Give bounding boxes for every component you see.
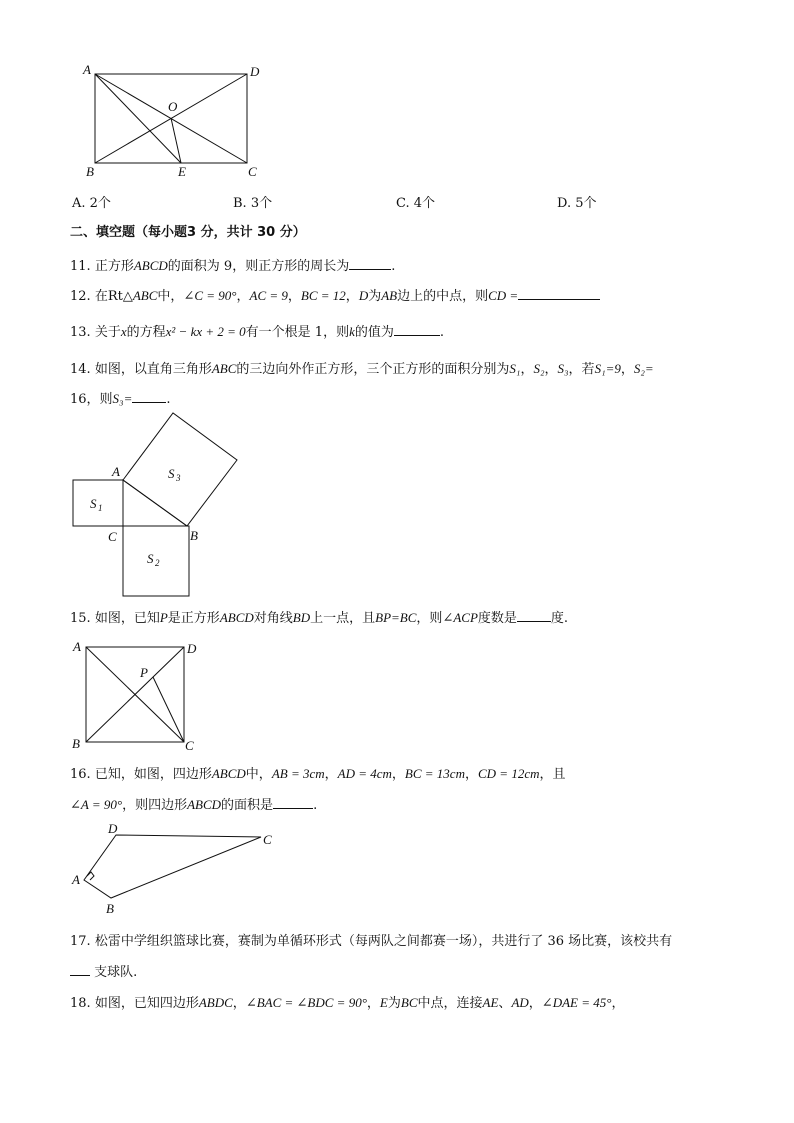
q16-angle: ∠A = 90° xyxy=(70,797,123,812)
question-12 xyxy=(70,287,600,306)
q12-abc: ABC xyxy=(132,288,158,303)
q13-post: 有一个根是 1，则 xyxy=(245,325,350,340)
q16-ab: AB = 3cm xyxy=(271,766,325,781)
q16-tail: ，且 xyxy=(539,767,566,782)
label-b: B xyxy=(86,164,94,179)
q11-abcd: ABCD xyxy=(133,258,168,273)
q18-abdc: ABDC xyxy=(198,995,233,1010)
question-17-line-1 xyxy=(70,933,672,951)
label-s1: S xyxy=(90,496,97,511)
q17-answer-blank[interactable] xyxy=(70,963,90,976)
q16-abcd2: ABCD xyxy=(187,797,222,812)
label-a: A xyxy=(112,464,120,479)
figure-quadrilateral-abcd xyxy=(66,820,286,920)
q15-mid2: 对角线 xyxy=(253,611,293,626)
q14-number: 14. xyxy=(70,362,91,377)
q12-cd: CD = xyxy=(488,288,519,303)
q13-equation: x² − kx + 2 = 0 xyxy=(165,324,246,339)
question-18: 18. 如图，已知四边形ABDC，∠BAC = ∠BDC = 90°，E为BC中点，连接AE、AD，∠DAE = 45°， xyxy=(70,995,625,1011)
figure-rectangle-abcd xyxy=(80,62,280,182)
q14-line1c: ，若 xyxy=(568,362,595,377)
q15-bd: BD xyxy=(292,610,311,625)
q18-bc: BC xyxy=(400,995,418,1010)
q14-line1b: 的三边向外作正方形，三个正方形的面积分别为 xyxy=(236,362,510,377)
label-s1-sub: 1 xyxy=(98,503,103,513)
q15-number: 15. xyxy=(70,611,91,626)
q13-answer-blank[interactable] xyxy=(394,323,440,336)
q18-number: 18. xyxy=(70,996,91,1011)
square-s3 xyxy=(123,413,237,526)
q15-mid3: 上一点，且 xyxy=(310,611,376,626)
label-p: P xyxy=(140,665,148,680)
q15-bpbc: BP=BC xyxy=(375,610,417,625)
q12-ab: AB xyxy=(381,288,398,303)
q18-mid2: 中点，连接 xyxy=(417,996,483,1011)
q18-angle: ∠DAE = 45° xyxy=(541,995,612,1010)
question-15 xyxy=(70,609,568,628)
label-s3-sub: 3 xyxy=(176,473,181,483)
question-14-line-2 xyxy=(70,390,170,409)
q11-post: 的面积为 9，则正方形的周长为 xyxy=(167,259,350,274)
q14-abc: ABC xyxy=(211,361,237,376)
q14-s1: S₁ xyxy=(509,361,521,376)
q14-end: . xyxy=(166,392,171,407)
segment-oe xyxy=(171,118,181,163)
q12-text-c: 为 xyxy=(368,289,382,304)
section-title: 二、填空题（每小题3 分，共计 30 分） xyxy=(70,225,306,240)
q16-pre: 已知，如图，四边形 xyxy=(94,767,212,782)
option-a: A. 2个 xyxy=(72,196,111,211)
q13-number: 13. xyxy=(70,325,91,340)
segment-pc xyxy=(153,677,184,742)
q14-answer-blank[interactable] xyxy=(132,390,166,403)
q15-abcd: ABCD xyxy=(219,610,254,625)
q12-angle-c: ∠C = 90° xyxy=(183,288,237,303)
q18-sep: 、 xyxy=(498,996,512,1011)
right-angle-mark xyxy=(87,872,94,880)
option-d: D. 5个 xyxy=(557,196,597,211)
q18-angles: ∠BAC = ∠BDC = 90° xyxy=(245,995,367,1010)
label-e: E xyxy=(178,164,186,179)
q11-answer-blank[interactable] xyxy=(349,257,391,270)
q15-acp: ∠ACP xyxy=(442,610,478,625)
q12-bc: BC = 12 xyxy=(300,288,346,303)
q12-text-b: 中， xyxy=(157,289,184,304)
q12-text-a: 在 xyxy=(94,289,108,304)
q11-end: . xyxy=(391,259,396,274)
quadrilateral-shape xyxy=(84,835,261,898)
label-d: D xyxy=(108,821,118,836)
q16-ad: AD = 4cm xyxy=(337,766,392,781)
q12-text-d: 边上的中点，则 xyxy=(397,289,489,304)
q12-comma2: ， xyxy=(287,289,301,304)
q16-end: . xyxy=(313,798,318,813)
q13-pre: 关于 xyxy=(94,325,121,340)
q16-line2b: 的面积是 xyxy=(221,798,274,813)
label-b: B xyxy=(106,901,114,916)
q12-number: 12. xyxy=(70,289,91,304)
q12-rt: Rt△ xyxy=(107,289,133,304)
q13-k: k xyxy=(349,324,355,339)
label-a: A xyxy=(72,872,80,887)
label-d: D xyxy=(250,64,260,79)
label-c: C xyxy=(185,738,194,753)
q18-e: E xyxy=(379,995,388,1010)
q14-s3eq: S₃= xyxy=(112,391,133,406)
label-s2: S xyxy=(147,551,154,566)
q17-line2: 支球队. xyxy=(94,965,138,980)
option-c: C. 4个 xyxy=(396,196,436,211)
q13-x: x xyxy=(120,324,127,339)
q14-line2a: 16，则 xyxy=(70,392,113,407)
question-11 xyxy=(70,257,395,276)
label-b: B xyxy=(190,528,198,543)
question-14-line-1: 14. 如图，以直角三角形ABC的三边向外作正方形，三个正方形的面积分别为S₁，S₂，S₃，若S₁=9，S₂= xyxy=(70,361,654,377)
label-c: C xyxy=(248,164,257,179)
q16-line2: ，则四边形 xyxy=(122,798,188,813)
q15-mid1: 是正方形 xyxy=(167,611,220,626)
q18-mid: 为 xyxy=(387,996,401,1011)
label-a: A xyxy=(83,62,91,77)
q12-d: D xyxy=(358,288,369,303)
q14-s1eq: S₁=9 xyxy=(594,361,621,376)
q15-answer-blank[interactable] xyxy=(517,609,551,622)
question-16-line-2 xyxy=(70,796,317,815)
q13-mid: 的方程 xyxy=(126,325,166,340)
q15-pre: 如图，已知 xyxy=(94,611,160,626)
q18-pre: 如图，已知四边形 xyxy=(94,996,199,1011)
question-13 xyxy=(70,323,444,342)
option-b: B. 3个 xyxy=(233,196,273,211)
q12-comma3: ， xyxy=(345,289,359,304)
q16-bc: BC = 13cm xyxy=(404,766,465,781)
label-s3: S xyxy=(168,466,175,481)
q13-end: 的值为 xyxy=(354,325,394,340)
q15-end: 度. xyxy=(550,611,569,626)
q11-number: 11. xyxy=(70,259,91,274)
segment-ae xyxy=(95,74,181,163)
q16-abcd: ABCD xyxy=(211,766,246,781)
q14-s2: S₂ xyxy=(533,361,545,376)
label-d: D xyxy=(187,641,197,656)
q15-p: P xyxy=(159,610,168,625)
q17-line1: 松雷中学组织篮球比赛，赛制为单循环形式（每两队之间都赛一场），共进行了 36 场比赛，该校共有 xyxy=(94,934,673,949)
q12-answer-blank[interactable] xyxy=(518,287,600,300)
question-16-line-1: 16. 已知，如图，四边形ABCD中，AB = 3cm，AD = 4cm，BC = 13cm，CD = 12cm，且 xyxy=(70,766,566,782)
q12-ac: AC = 9 xyxy=(249,288,288,303)
q18-ad: AD xyxy=(511,995,529,1010)
q16-cd: CD = 12cm xyxy=(477,766,540,781)
q11-pre: 正方形 xyxy=(94,259,134,274)
q15-mid5: 度数是 xyxy=(477,611,517,626)
question-17-line-2 xyxy=(70,963,137,982)
label-c: C xyxy=(108,529,117,544)
q16-mid: 中， xyxy=(245,767,272,782)
label-o: O xyxy=(168,99,178,114)
q16-number: 16. xyxy=(70,767,91,782)
q12-comma1: ， xyxy=(236,289,250,304)
q16-answer-blank[interactable] xyxy=(273,796,313,809)
label-b: B xyxy=(72,736,80,751)
q14-s3: S₃ xyxy=(557,361,569,376)
figure-square-diagonal xyxy=(66,635,216,755)
q15-mid4: ，则 xyxy=(416,611,443,626)
q18-ae: AE xyxy=(482,995,499,1010)
q14-line1: 如图，以直角三角形 xyxy=(94,362,212,377)
figure-pythagorean-squares xyxy=(60,410,260,605)
label-c: C xyxy=(263,832,272,847)
label-s2-sub: 2 xyxy=(155,558,160,568)
q17-number: 17. xyxy=(70,934,91,949)
q13-dot: . xyxy=(439,325,445,340)
label-a: A xyxy=(73,639,81,654)
q14-s2eq: S₂= xyxy=(633,361,654,376)
